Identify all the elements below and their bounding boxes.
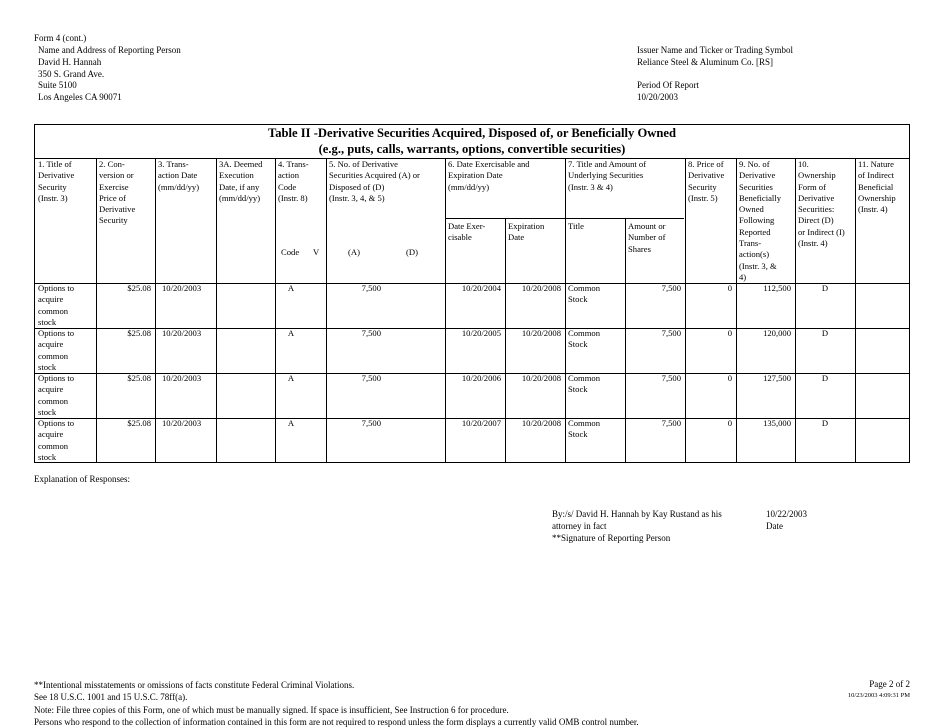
row-2-ownership-form: D [821, 328, 829, 338]
row-1-title: Options to acquire common stock [38, 283, 75, 327]
footer-line-4: Persons who respond to the collection of information contained in this form are not required to respond unless the form displays a currently valid OMB control number. [34, 716, 639, 727]
row-1-amount: 7,500 [661, 283, 681, 293]
header-conversion-price: 2. Con- version or Exercise Price of Derivative Security [99, 159, 136, 226]
row-3-title: Options to acquire common stock [38, 373, 75, 417]
row-4-acquired: 7,500 [361, 418, 381, 428]
table-rule [445, 158, 446, 462]
derivative-securities-table [34, 124, 910, 463]
signature-by-line-2: attorney in fact [552, 520, 607, 531]
period-block [637, 80, 699, 104]
subheader-title: Title [568, 221, 584, 231]
row-1-expiration: 10/20/2008 [521, 283, 561, 293]
page-number: Page 2 of 2 [869, 679, 910, 689]
row-2-expiration: 10/20/2008 [521, 328, 561, 338]
signature-date-block [766, 509, 807, 533]
subheader-amount: Amount or Number of Shares [628, 221, 666, 254]
row-4-derivative-price: 0 [727, 418, 732, 428]
footer-line-1: **Intentional misstatements or omissions of facts constitute Federal Criminal Violations. [34, 680, 355, 690]
table-rule [685, 158, 686, 462]
row-1-exercisable: 10/20/2004 [461, 283, 501, 293]
row-2-conversion-price: $25.08 [127, 328, 151, 338]
signature-by-line: By:/s/ David H. Hannah by Kay Rustand as his [552, 509, 722, 519]
row-2-derivative-price: 0 [727, 328, 732, 338]
period-heading: Period Of Report [637, 80, 699, 90]
table-subtitle: (e.g., puts, calls, warrants, options, convertible securities) [318, 142, 626, 156]
row-4-expiration: 10/20/2008 [521, 418, 561, 428]
row-1-code: A [287, 283, 295, 293]
form-label: Form 4 (cont.) [34, 33, 87, 43]
row-1-derivative-price: 0 [727, 283, 732, 293]
row-4-exercisable: 10/20/2007 [461, 418, 501, 428]
row-3-code: A [287, 373, 295, 383]
row-4-title: Options to acquire common stock [38, 418, 75, 462]
row-1-acquired: 7,500 [361, 283, 381, 293]
header-no-derivative: 5. No. of Derivative Securities Acquired (A) or Disposed of (D) (Instr. 3, 4, & 5) [329, 159, 420, 203]
header-transaction-code: 4. Trans- action Code (Instr. 8) [278, 159, 309, 203]
row-3-owned: 127,500 [763, 373, 791, 383]
row-3-transaction-date: 10/20/2003 [162, 373, 202, 383]
row-4-owned: 135,000 [763, 418, 791, 428]
header-deemed-execution: 3A. Deemed Execution Date, if any (mm/dd/yy) [219, 159, 263, 203]
table-rule [855, 158, 856, 462]
subheader-code: Code [281, 247, 300, 257]
subheader-date-exercisable: Date Exer- cisable [448, 221, 486, 243]
header-no-owned: 9. No. of Derivative Securities Beneficially Owned Following Reported Trans- action(s) (Instr. 3, & 4) [739, 159, 781, 282]
issuer-block [637, 45, 793, 69]
signature-date: 10/22/2003 [766, 509, 808, 519]
row-4-code: A [287, 418, 295, 428]
row-3-ownership-form: D [821, 373, 829, 383]
row-3-acquired: 7,500 [361, 373, 381, 383]
row-4-transaction-date: 10/20/2003 [162, 418, 202, 428]
row-2-amount: 7,500 [661, 328, 681, 338]
row-4-underlying-title: Common Stock [568, 418, 600, 440]
reporting-person-heading: Name and Address of Reporting Person [38, 45, 181, 55]
row-2-acquired: 7,500 [361, 328, 381, 338]
reporting-person-name: David H. Hannah [38, 56, 102, 67]
row-3-derivative-price: 0 [727, 373, 732, 383]
row-3-amount: 7,500 [661, 373, 681, 383]
header-nature-indirect: 11. Nature of Indirect Beneficial Ownership (Instr. 4) [858, 159, 896, 215]
footer-line-3: Note: File three copies of this Form, one of which must be manually signed. If space is insufficient, See Instruction 6 for procedure. [34, 704, 509, 715]
period-date: 10/20/2003 [637, 91, 679, 102]
header-price-derivative: 8. Price of Derivative Security (Instr. 5) [688, 159, 725, 203]
issuer-name: Reliance Steel & Aluminum Co. [RS] [637, 56, 773, 67]
row-3-expiration: 10/20/2008 [521, 373, 561, 383]
subheader-v: V [313, 247, 320, 257]
header-title-amount: 7. Title and Amount of Underlying Securities (Instr. 3 & 4) [568, 159, 647, 192]
reporting-person-block [38, 45, 181, 104]
row-1-ownership-form: D [821, 283, 829, 293]
row-3-exercisable: 10/20/2006 [461, 373, 501, 383]
signature-block [552, 509, 722, 544]
table-rule [96, 158, 97, 462]
header-title-of-derivative: 1. Title of Derivative Security (Instr. 3) [38, 159, 75, 203]
row-2-exercisable: 10/20/2005 [461, 328, 501, 338]
table-rule [326, 158, 327, 462]
table-rule [216, 158, 217, 462]
row-1-owned: 112,500 [763, 283, 791, 293]
row-4-amount: 7,500 [661, 418, 681, 428]
row-3-underlying-title: Common Stock [568, 373, 600, 395]
issuer-heading: Issuer Name and Ticker or Trading Symbol [637, 45, 793, 55]
table-rule [795, 158, 796, 462]
subheader-disposed: (D) [406, 247, 418, 257]
footer-line-2: See 18 U.S.C. 1001 and 15 U.S.C. 78ff(a). [34, 692, 188, 703]
table-rule [565, 158, 566, 462]
reporting-person-suite: Suite 5100 [38, 80, 77, 91]
table-rule [155, 158, 156, 462]
table-rule [275, 158, 276, 462]
row-1-underlying-title: Common Stock [568, 283, 600, 305]
reporting-person-city: Los Angeles CA 90071 [38, 92, 122, 103]
row-4-ownership-form: D [821, 418, 829, 428]
header-transaction-date: 3. Trans- action Date (mm/dd/yy) [158, 159, 200, 192]
footer-notes [34, 679, 639, 728]
explanation-label: Explanation of Responses: [34, 474, 130, 484]
signature-date-label: Date [766, 520, 783, 531]
generated-timestamp: 10/23/2003 4:09:31 PM [847, 692, 910, 699]
header-ownership-form: 10. Ownership Form of Derivative Securities: Direct (D) or Indirect (I) (Instr. 4) [798, 159, 845, 249]
subheader-expiration-date: Expiration Date [508, 221, 545, 243]
row-1-transaction-date: 10/20/2003 [162, 283, 202, 293]
row-2-code: A [287, 328, 295, 338]
row-1-conversion-price: $25.08 [127, 283, 151, 293]
subheader-acquired: (A) [348, 247, 360, 257]
row-2-owned: 120,000 [763, 328, 791, 338]
table-title: Table II -Derivative Securities Acquired, Disposed of, or Beneficially Owned [267, 126, 676, 140]
row-2-transaction-date: 10/20/2003 [162, 328, 202, 338]
signature-label: **Signature of Reporting Person [552, 532, 671, 543]
table-rule [736, 158, 737, 462]
row-2-title: Options to acquire common stock [38, 328, 75, 372]
header-date-exercisable: 6. Date Exercisable and Expiration Date (mm/dd/yy) [448, 159, 530, 192]
row-4-conversion-price: $25.08 [127, 418, 151, 428]
reporting-person-street: 350 S. Grand Ave. [38, 68, 105, 79]
row-3-conversion-price: $25.08 [127, 373, 151, 383]
row-2-underlying-title: Common Stock [568, 328, 600, 350]
